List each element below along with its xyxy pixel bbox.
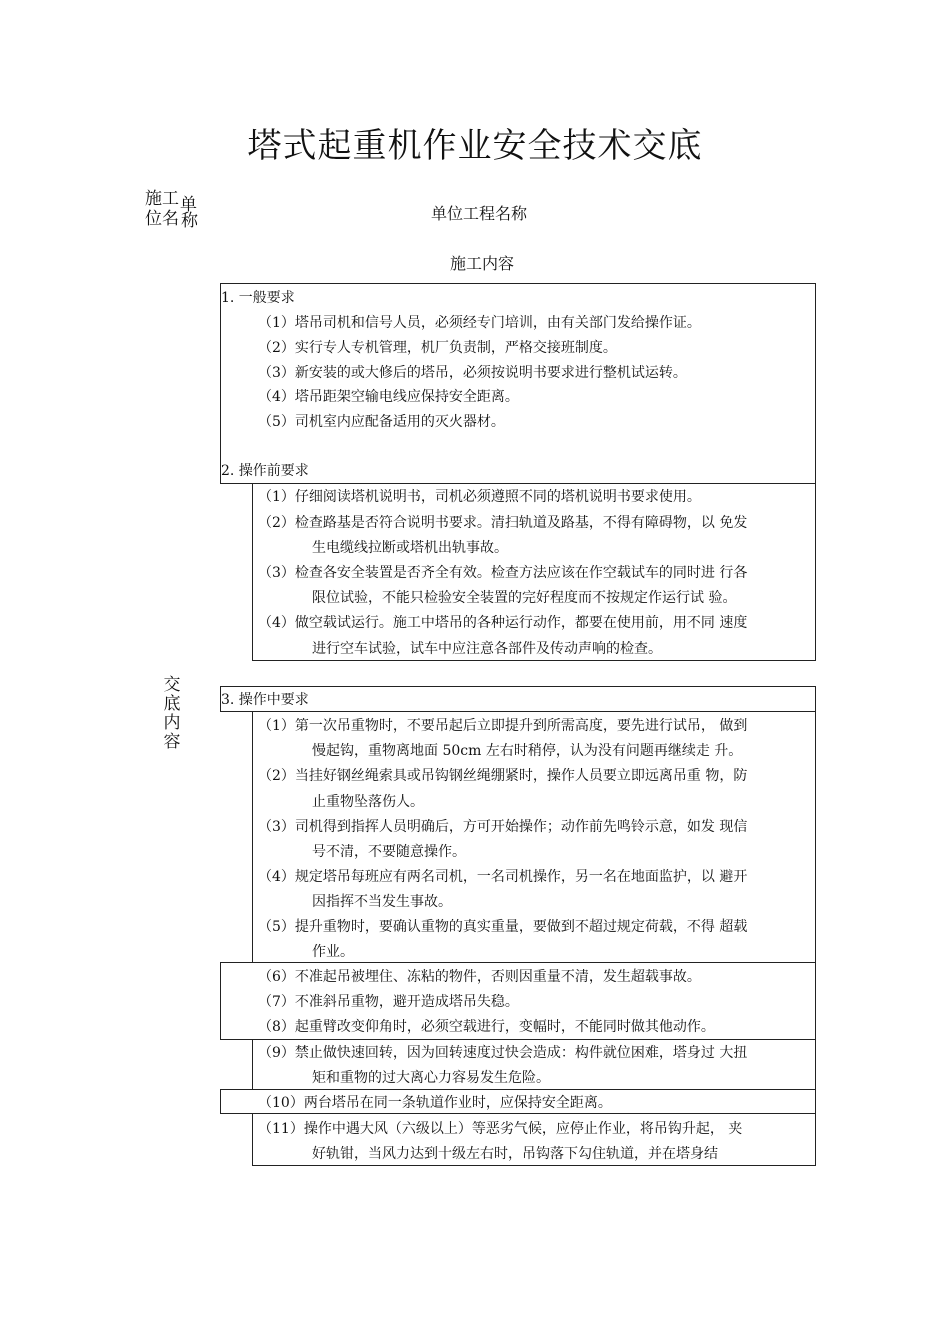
construction-unit-label-line2: 位名 — [145, 209, 179, 229]
before-item-4-line1: （4）做空载试运行。施工中塔吊的各种运行动作，都要在使用前，用不同 速度 — [258, 615, 748, 631]
before-item-3-line2: 限位试验，不能只检验安全装置的完好程度而不按规定作运行试 验。 — [312, 590, 737, 606]
before-item-1: （1）仔细阅读塔机说明书，司机必须遵照不同的塔机说明书要求使用。 — [258, 489, 701, 505]
during-item-5-line1: （5）提升重物时，要确认重物的真实重量，要做到不超过规定荷载，不得 超载 — [258, 919, 748, 935]
before-item-2-line1: （2）检查路基是否符合说明书要求。清扫轨道及路基，不得有障碍物，以 免发 — [258, 515, 748, 531]
disclosure-label-char-3: 内 — [163, 713, 181, 733]
general-item-3: （3）新安装的或大修后的塔吊，必须按说明书要求进行整机试运转。 — [258, 365, 687, 381]
during-item-4-line1: （4）规定塔吊每班应有两名司机，一名司机操作，另一名在地面监护，以 避开 — [258, 869, 748, 885]
during-item-1-line2: 慢起钩，重物离地面 50cm 左右时稍停，认为没有问题再继续走 升。 — [312, 743, 743, 759]
general-item-4: （4）塔吊距架空输电线应保持安全距离。 — [258, 389, 519, 405]
disclosure-label-char-2: 底 — [163, 694, 181, 714]
content-label: 施工内容 — [450, 254, 515, 273]
during-item-9-line1: （9）禁止做快速回转，因为回转速度过快会造成：构件就位困难，塔身过 大扭 — [258, 1045, 748, 1061]
construction-unit-label-line1: 施工 — [145, 189, 179, 209]
during-item-8: （8）起重臂改变仰角时，必须空载进行，变幅时，不能同时做其他动作。 — [258, 1019, 715, 1035]
page-title: 塔式起重机作业安全技术交底 — [247, 126, 703, 166]
during-item-11-line1: （11）操作中遇大风（六级以上）等恶劣气候，应停止作业，将吊钩升起， 夹 — [258, 1121, 743, 1137]
construction-unit-label-char-dan: 单 — [180, 195, 197, 215]
during-item-3-line2: 号不清，不要随意操作。 — [312, 844, 466, 860]
general-item-1: （1）塔吊司机和信号人员，必须经专门培训，由有关部门发给操作证。 — [258, 315, 701, 331]
during-item-3-line1: （3）司机得到指挥人员明确后，方可开始操作；动作前先鸣铃示意，如发 现信 — [258, 819, 748, 835]
construction-unit-label-char-cheng: 称 — [181, 211, 198, 231]
disclosure-label-char-1: 交 — [163, 675, 181, 695]
section-general-requirements-box — [220, 283, 816, 484]
section-heading-general: 1. 一般要求 — [221, 290, 295, 306]
before-item-2-line2: 生电缆线拉断或塔机出轨事故。 — [312, 540, 508, 556]
general-item-5: （5）司机室内应配备适用的灭火器材。 — [258, 414, 505, 430]
section-heading-during-operation: 3. 操作中要求 — [221, 692, 309, 708]
during-item-6: （6）不准起吊被埋住、冻粘的物件，否则因重量不清，发生超载事故。 — [258, 969, 701, 985]
during-item-5-line2: 作业。 — [312, 944, 354, 960]
project-name-label: 单位工程名称 — [431, 204, 528, 223]
during-item-2-line2: 止重物坠落伤人。 — [312, 794, 424, 810]
general-item-2: （2）实行专人专机管理，机厂负责制，严格交接班制度。 — [258, 340, 617, 356]
during-item-7: （7）不准斜吊重物，避开造成塔吊失稳。 — [258, 994, 519, 1010]
before-item-3-line1: （3）检查各安全装置是否齐全有效。检查方法应该在作空载试车的同时进 行各 — [258, 565, 748, 581]
section-heading-before-operation: 2. 操作前要求 — [221, 463, 309, 479]
during-item-4-line2: 因指挥不当发生事故。 — [312, 894, 452, 910]
during-item-1-line1: （1）第一次吊重物时，不要吊起后立即提升到所需高度，要先进行试吊， 做到 — [258, 718, 748, 734]
during-item-10: （10）两台塔吊在同一条轨道作业时，应保持安全距离。 — [258, 1095, 612, 1111]
section-during-operation-heading-box — [220, 686, 816, 712]
during-item-11-line2: 好轨钳，当风力达到十级左右时，吊钩落下勾住轨道，并在塔身结 — [312, 1146, 718, 1162]
during-item-9-line2: 矩和重物的过大离心力容易发生危险。 — [312, 1070, 550, 1086]
before-item-4-line2: 进行空车试验，试车中应注意各部件及传动声响的检查。 — [312, 641, 662, 657]
during-item-2-line1: （2）当挂好钢丝绳索具或吊钩钢丝绳绷紧时，操作人员要立即远离吊重 物，防 — [258, 768, 748, 784]
disclosure-label-char-4: 容 — [163, 732, 181, 752]
